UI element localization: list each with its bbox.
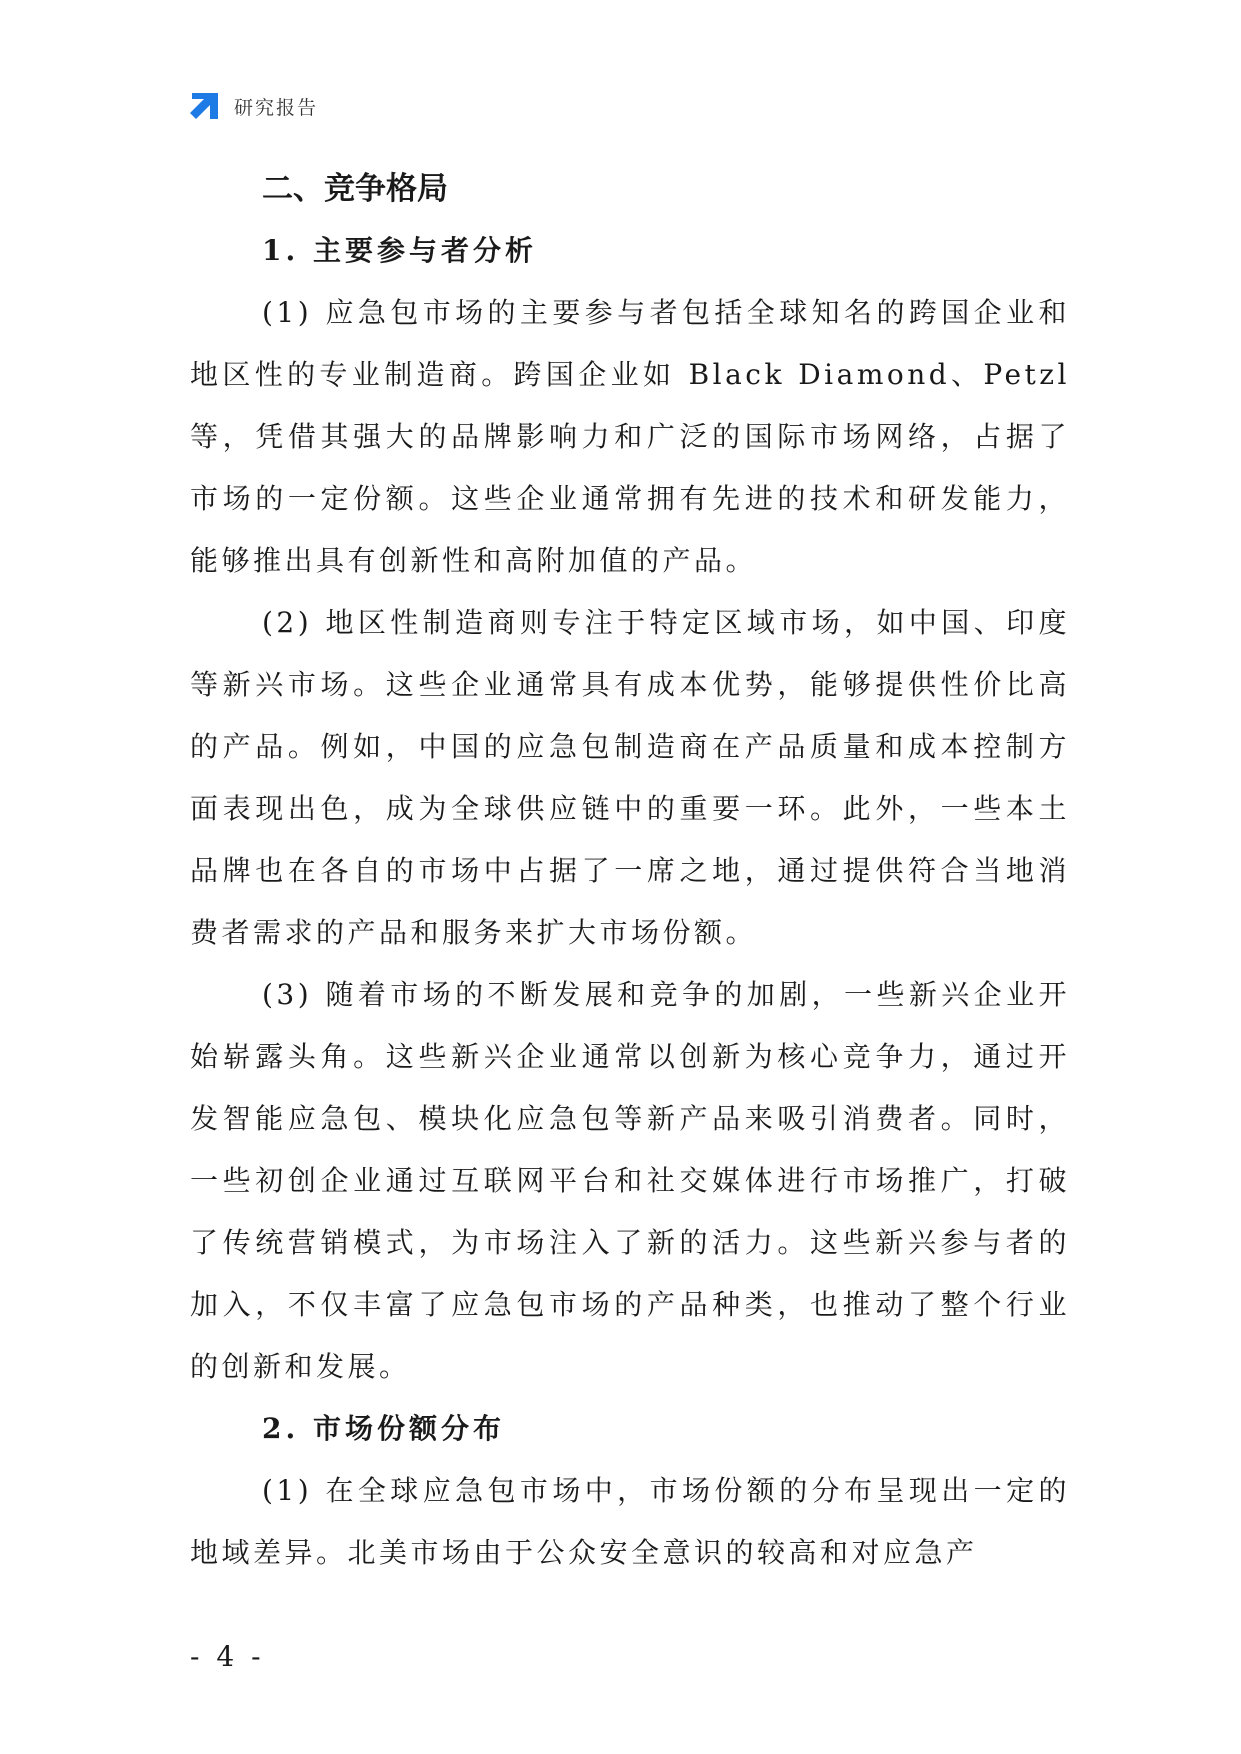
paragraph: (2) 地区性制造商则专注于特定区域市场，如中国、印度等新兴市场。这些企业通常具有成本优势，能够提供性价比高的产品。例如，中国的应急包制造商在产品质量和成本控制方面表现出色，成为全球供应链中的重要一环。此外，一些本土品牌也在各自的市场中占据了一席之地，通过提供符合当地消费者需求的产品和服务来扩大市场份额。 <box>190 606 1070 949</box>
arrow-logo-icon <box>190 91 220 121</box>
report-header <box>190 90 318 122</box>
document-body <box>190 158 1070 1584</box>
subsection-title: 1. 主要参与者分析 <box>262 234 537 267</box>
paragraph: (1) 在全球应急包市场中，市场份额的分布呈现出一定的地域差异。北美市场由于公众安全意识的较高和对应急产 <box>190 1474 1070 1569</box>
header-label: 研究报告 <box>234 96 319 119</box>
paragraph: (3) 随着市场的不断发展和竞争的加剧，一些新兴企业开始崭露头角。这些新兴企业通常以创新为核心竞争力，通过开发智能应急包、模块化应急包等新产品来吸引消费者。同时，一些初创企业通过互联网平台和社交媒体进行市场推广，打破了传统营销模式，为市场注入了新的活力。这些新兴参与者的加入，不仅丰富了应急包市场的产品种类，也推动了整个行业的创新和发展。 <box>190 978 1070 1383</box>
subsection-title: 2. 市场份额分布 <box>262 1412 505 1445</box>
section-title: 二、竞争格局 <box>262 171 448 207</box>
page-number: - 4 - <box>190 1640 265 1673</box>
paragraph: (1) 应急包市场的主要参与者包括全球知名的跨国企业和地区性的专业制造商。跨国企业如 Black Diamond、Petzl 等，凭借其强大的品牌影响力和广泛的国际市场网络，占据了市场的一定份额。这些企业通常拥有先进的技术和研发能力，能够推出具有创新性和高附加值的产品。 <box>190 296 1070 577</box>
